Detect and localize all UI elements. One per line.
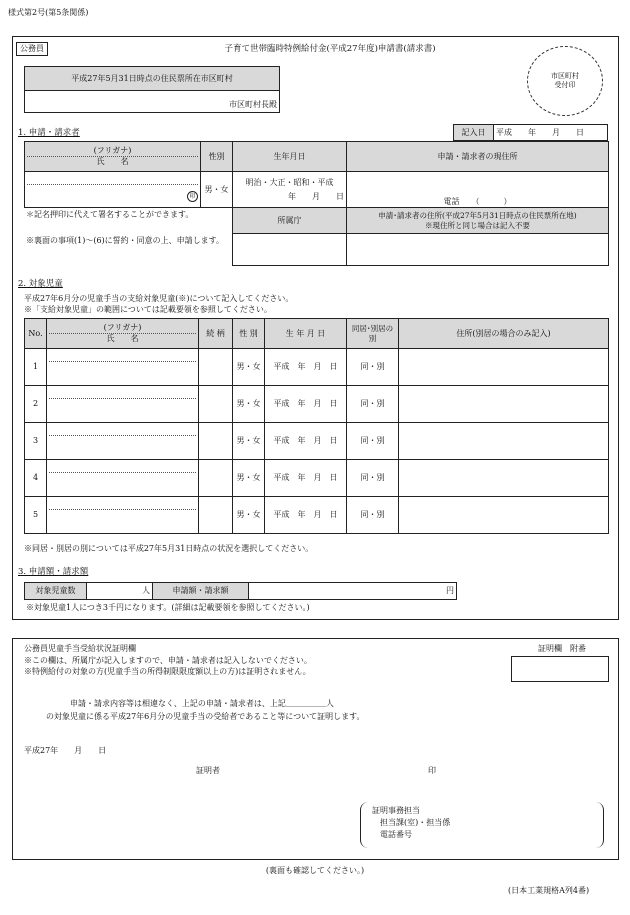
child-dob-field[interactable]: 平成 年 月 日 bbox=[265, 460, 347, 497]
section1-heading: 1. 申請・請求者 bbox=[18, 128, 80, 138]
cert-body-1: 申請・請求内容等は相違なく、上記の申請・請求者は、上記＿＿＿＿＿人 bbox=[70, 699, 334, 708]
entry-date-label: 記入日 bbox=[454, 125, 494, 141]
gender-header: 性別 bbox=[201, 142, 233, 172]
child-cohab-field[interactable]: 同・別 bbox=[347, 460, 399, 497]
children-table bbox=[24, 318, 609, 534]
child-address-field[interactable] bbox=[399, 386, 609, 423]
child-gender-field[interactable]: 男・女 bbox=[233, 460, 265, 497]
child-row bbox=[25, 349, 609, 386]
col-relation: 続 柄 bbox=[199, 319, 233, 349]
contact-line-3: 電話番号 bbox=[380, 830, 412, 839]
child-no: 4 bbox=[25, 460, 47, 497]
child-name-field[interactable] bbox=[47, 349, 199, 386]
child-gender-field[interactable]: 男・女 bbox=[233, 349, 265, 386]
applicant-name-field[interactable] bbox=[25, 172, 201, 208]
child-dob-field[interactable]: 平成 年 月 日 bbox=[265, 497, 347, 534]
section2-heading: 2. 対象児童 bbox=[18, 279, 63, 289]
back-note: (裏面も確認してください。) bbox=[265, 866, 365, 875]
child-no: 3 bbox=[25, 423, 47, 460]
affiliation-field[interactable] bbox=[233, 234, 347, 266]
form-number: 様式第2号(第5条関係) bbox=[8, 8, 89, 17]
address-box bbox=[24, 66, 280, 113]
certifier-label: 証明者 bbox=[196, 766, 220, 775]
applicant-address-field[interactable] bbox=[347, 172, 609, 208]
cert-note-2: ※特例給付の対象の方(児童手当の所得制限限度額以上の方)は証明されません。 bbox=[24, 667, 311, 676]
prev-address-field[interactable] bbox=[347, 234, 609, 266]
child-gender-field[interactable]: 男・女 bbox=[233, 497, 265, 534]
seal-note: ＊記名押印に代えて署名することができます。 bbox=[26, 210, 194, 219]
dob-header: 生年月日 bbox=[233, 142, 347, 172]
col-name: (フリガナ) 氏 名 bbox=[47, 319, 199, 349]
child-count-field[interactable]: 人 bbox=[87, 583, 153, 600]
recipient: 市区町村長殿 bbox=[25, 91, 280, 113]
child-name-field[interactable] bbox=[47, 423, 199, 460]
affiliation-table bbox=[232, 207, 609, 266]
cert-body-2: の対象児童に係る平成27年6月分の児童手当の受給者であること等について証明します。 bbox=[46, 712, 365, 721]
child-relation-field[interactable] bbox=[199, 349, 233, 386]
child-relation-field[interactable] bbox=[199, 497, 233, 534]
entry-date-box bbox=[453, 124, 608, 141]
cohab-note: ※同居・別居の別については平成27年5月31日時点の状況を選択してください。 bbox=[24, 544, 314, 553]
cert-title: 公務員児童手当受給状況証明欄 bbox=[24, 644, 136, 653]
child-row bbox=[25, 460, 609, 497]
cert-note-1: ※この欄は、所属庁が記入しますので、申請・請求者は記入しないでください。 bbox=[24, 656, 312, 665]
child-name-field[interactable] bbox=[47, 386, 199, 423]
koumuin-label: 公務員 bbox=[16, 42, 48, 56]
child-dob-field[interactable]: 平成 年 月 日 bbox=[265, 349, 347, 386]
phone-field: 電話 （ ） bbox=[443, 197, 512, 206]
child-address-field[interactable] bbox=[399, 460, 609, 497]
reception-stamp: 市区町村 受付印 bbox=[527, 46, 603, 116]
child-name-field[interactable] bbox=[47, 460, 199, 497]
amount-label: 申請額・請求額 bbox=[153, 583, 249, 600]
child-cohab-field[interactable]: 同・別 bbox=[347, 497, 399, 534]
child-dob-field[interactable]: 平成 年 月 日 bbox=[265, 423, 347, 460]
child-name-field[interactable] bbox=[47, 497, 199, 534]
children-intro-1: 平成27年6月分の児童手当の支給対象児童(※)について記入してください。 bbox=[24, 294, 294, 303]
address-header: 申請・請求者の現住所 bbox=[347, 142, 609, 172]
child-cohab-field[interactable]: 同・別 bbox=[347, 349, 399, 386]
address-label: 平成27年5月31日時点の住民票所在市区町村 bbox=[25, 67, 280, 91]
col-cohab: 同居･別居の別 bbox=[347, 319, 399, 349]
child-row bbox=[25, 423, 609, 460]
col-no: No. bbox=[25, 319, 47, 349]
applicant-table bbox=[24, 141, 609, 208]
oath-note: ※裏面の事項(1)～(6)に誓約・同意の上、申請します。 bbox=[26, 236, 225, 245]
paper-size: (日本工業規格A列4番) bbox=[508, 886, 590, 895]
seal-mark: 印 bbox=[187, 191, 198, 202]
page-title: 子育て世帯臨時特例給付金(平成27年度)申請書(請求書) bbox=[224, 44, 436, 54]
child-no: 1 bbox=[25, 349, 47, 386]
child-address-field[interactable] bbox=[399, 423, 609, 460]
children-intro-2: ※「支給対象児童」の範囲については記載要領を参照してください。 bbox=[24, 305, 272, 314]
cert-number-field[interactable] bbox=[511, 656, 609, 682]
child-address-field[interactable] bbox=[399, 497, 609, 534]
cert-number-label: 証明欄 附番 bbox=[538, 644, 586, 653]
child-address-field[interactable] bbox=[399, 349, 609, 386]
contact-line-2: 担当課(室)・担当係 bbox=[380, 818, 451, 827]
cert-seal: 印 bbox=[428, 766, 436, 775]
contact-line-1: 証明事務担当 bbox=[372, 806, 420, 815]
child-dob-field[interactable]: 平成 年 月 日 bbox=[265, 386, 347, 423]
entry-date-field[interactable]: 平成 年 月 日 bbox=[494, 125, 608, 141]
child-count-label: 対象児童数 bbox=[25, 583, 87, 600]
child-no: 2 bbox=[25, 386, 47, 423]
child-row bbox=[25, 386, 609, 423]
child-no: 5 bbox=[25, 497, 47, 534]
name-header: (フリガナ) 氏 名 bbox=[25, 142, 201, 172]
child-relation-field[interactable] bbox=[199, 460, 233, 497]
prev-address-header: 申請･請求者の住所(平成27年5月31日時点の住民票所在地) ※現住所と同じ場合は記入不要 bbox=[347, 208, 609, 234]
affiliation-header: 所属庁 bbox=[233, 208, 347, 234]
child-gender-field[interactable]: 男・女 bbox=[233, 386, 265, 423]
child-relation-field[interactable] bbox=[199, 386, 233, 423]
child-cohab-field[interactable]: 同・別 bbox=[347, 386, 399, 423]
col-address: 住所(別居の場合のみ記入) bbox=[399, 319, 609, 349]
applicant-dob-field[interactable]: 明治・大正・昭和・平成 年 月 日 bbox=[233, 172, 347, 208]
col-gender: 性 別 bbox=[233, 319, 265, 349]
amount-field[interactable]: 円 bbox=[249, 583, 457, 600]
section3-heading: 3. 申請額・請求額 bbox=[18, 567, 89, 577]
child-cohab-field[interactable]: 同・別 bbox=[347, 423, 399, 460]
applicant-gender-field[interactable]: 男・女 bbox=[201, 172, 233, 208]
cert-date: 平成27年 月 日 bbox=[24, 746, 107, 755]
child-relation-field[interactable] bbox=[199, 423, 233, 460]
amount-table bbox=[24, 582, 457, 600]
child-row bbox=[25, 497, 609, 534]
amount-note: ※対象児童1人につき3千円になります。(詳細は記載要領を参照してください。) bbox=[26, 603, 310, 612]
col-dob: 生 年 月 日 bbox=[265, 319, 347, 349]
child-gender-field[interactable]: 男・女 bbox=[233, 423, 265, 460]
